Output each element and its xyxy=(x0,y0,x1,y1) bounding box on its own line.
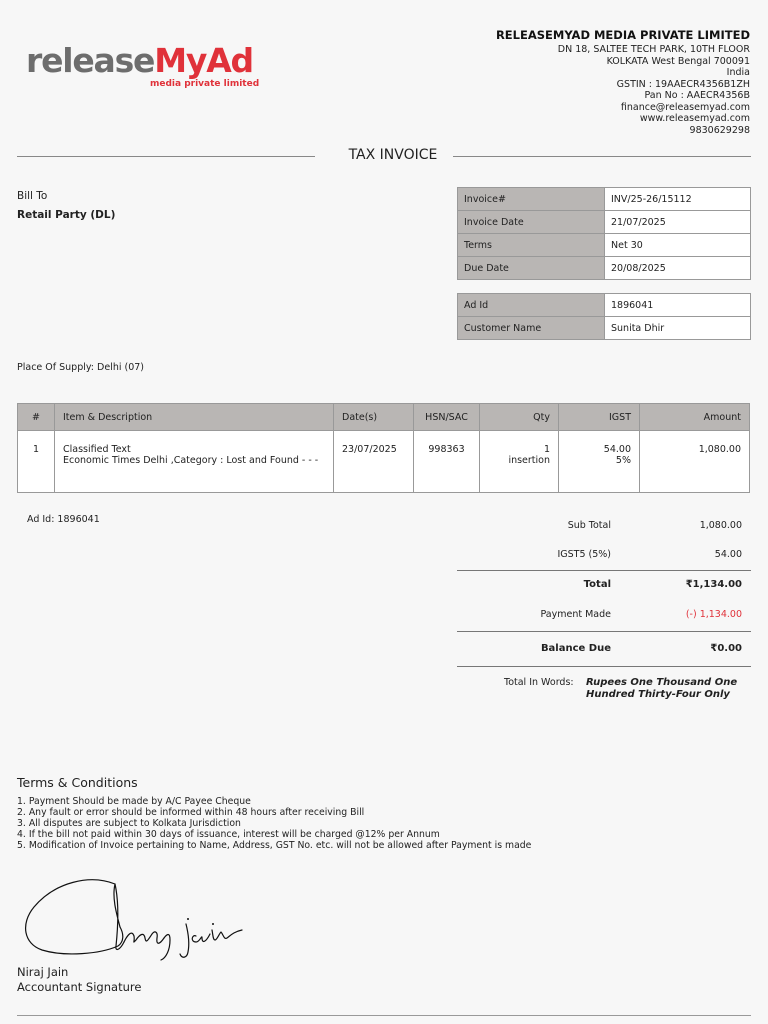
totals-divider xyxy=(457,631,751,632)
subtotal-row xyxy=(457,520,751,534)
item-description xyxy=(55,431,334,493)
col-header-no: # xyxy=(18,404,55,431)
igst-label: IGST5 (5%) xyxy=(557,549,611,560)
meta-row xyxy=(458,188,751,211)
meta-key: Terms xyxy=(458,234,605,257)
total-value: ₹1,134.00 xyxy=(685,579,742,590)
company-gstin: GSTIN : 19AAECR4356B1ZH xyxy=(616,78,750,90)
item-igst-value: 54.00 xyxy=(603,444,631,455)
title-divider xyxy=(17,156,315,157)
meta-row xyxy=(458,234,751,257)
meta-row xyxy=(458,211,751,234)
logo-tagline: media private limited xyxy=(150,79,260,89)
ad-id-note: Ad Id: 1896041 xyxy=(27,514,100,525)
terms-list xyxy=(17,796,531,851)
meta-key: Invoice Date xyxy=(458,211,605,234)
meta-value: Sunita Dhir xyxy=(605,317,751,340)
place-of-supply: Place Of Supply: Delhi (07) xyxy=(17,362,145,373)
total-in-words-label: Total In Words: xyxy=(504,677,574,688)
table-header-row xyxy=(18,404,750,431)
company-name: RELEASEMYAD MEDIA PRIVATE LIMITED xyxy=(495,28,750,42)
item-qty xyxy=(480,431,559,493)
terms-item: 1. Payment Should be made by A/C Payee Cheque xyxy=(17,796,251,807)
col-header-qty: Qty xyxy=(480,404,559,431)
terms-item: 5. Modification of Invoice pertaining to Name, Address, GST No. etc. will not be allowed after Payment is made xyxy=(17,840,532,852)
company-pan: Pan No : AAECR4356B xyxy=(644,90,750,101)
meta-key: Due Date xyxy=(458,257,605,280)
invoice-title: TAX INVOICE xyxy=(348,147,438,163)
payment-label: Payment Made xyxy=(540,609,611,620)
company-details xyxy=(496,28,750,136)
meta-value: 20/08/2025 xyxy=(605,257,751,280)
item-igst xyxy=(559,431,640,493)
balance-label: Balance Due xyxy=(540,643,611,654)
company-logo xyxy=(26,41,260,89)
col-header-hsn: HSN/SAC xyxy=(414,404,480,431)
table-row xyxy=(18,431,750,493)
company-email[interactable]: finance@releasemyad.com xyxy=(620,101,750,113)
payment-row xyxy=(457,609,751,623)
meta-row xyxy=(458,294,751,317)
igst-row xyxy=(457,549,751,563)
meta-row xyxy=(458,257,751,280)
total-label: Total xyxy=(583,579,611,590)
line-items-table xyxy=(17,403,750,493)
meta-key: Invoice# xyxy=(458,188,605,211)
terms-item: 3. All disputes are subject to Kolkata Jurisdiction xyxy=(17,818,241,830)
col-header-igst: IGST xyxy=(559,404,640,431)
company-country: India xyxy=(726,67,750,78)
item-no: 1 xyxy=(18,431,55,493)
meta-key: Customer Name xyxy=(458,317,605,340)
item-title: Classified Text xyxy=(63,444,131,455)
totals-divider xyxy=(457,666,751,667)
meta-value: 21/07/2025 xyxy=(605,211,751,234)
igst-value: 54.00 xyxy=(714,549,742,560)
bill-to-name: Retail Party (DL) xyxy=(17,209,116,221)
signatory-title: Accountant Signature xyxy=(17,980,142,994)
totals-divider xyxy=(457,570,751,571)
payment-value: (-) 1,134.00 xyxy=(685,609,742,620)
bill-to-label: Bill To xyxy=(17,190,48,202)
invoice-title-row xyxy=(17,147,751,165)
handwritten-signature xyxy=(20,872,250,964)
ad-meta-table xyxy=(457,293,751,340)
item-subtitle: Economic Times Delhi ,Category : Lost and Found - - - xyxy=(63,455,319,466)
company-address-line: DN 18, SALTEE TECH PARK, 10TH FLOOR xyxy=(557,44,750,55)
subtotal-value: 1,080.00 xyxy=(699,520,742,531)
total-in-words-value: Rupees One Thousand One Hundred Thirty-Four Only xyxy=(586,677,738,700)
balance-value: ₹0.00 xyxy=(710,643,742,654)
company-website[interactable]: www.releasemyad.com xyxy=(639,113,750,124)
meta-value: INV/25-26/15112 xyxy=(605,188,751,211)
meta-value: 1896041 xyxy=(605,294,751,317)
terms-item: 2. Any fault or error should be informed within 48 hours after receiving Bill xyxy=(17,807,365,819)
footer-divider xyxy=(17,1015,751,1016)
meta-value: Net 30 xyxy=(605,234,751,257)
col-header-description: Item & Description xyxy=(55,404,334,431)
col-header-dates: Date(s) xyxy=(334,404,414,431)
company-phone: 9830629298 xyxy=(689,124,750,136)
signatory-name: Niraj Jain xyxy=(17,965,69,979)
logo-wordmark: releaseMyAd xyxy=(26,41,253,80)
meta-row xyxy=(458,317,751,340)
meta-key: Ad Id xyxy=(458,294,605,317)
item-hsn: 998363 xyxy=(414,431,480,493)
item-qty-unit: insertion xyxy=(508,455,550,466)
company-address-line: KOLKATA West Bengal 700091 xyxy=(606,55,750,67)
terms-title: Terms & Conditions xyxy=(17,775,138,790)
col-header-amount: Amount xyxy=(640,404,750,431)
total-row xyxy=(457,579,751,593)
item-date: 23/07/2025 xyxy=(334,431,414,493)
item-igst-rate: 5% xyxy=(615,455,631,466)
balance-row xyxy=(457,643,751,657)
item-amount: 1,080.00 xyxy=(640,431,750,493)
terms-item: 4. If the bill not paid within 30 days of issuance, interest will be charged @12% per Annum xyxy=(17,829,440,841)
subtotal-label: Sub Total xyxy=(567,520,611,531)
invoice-meta-table xyxy=(457,187,751,280)
item-qty-value: 1 xyxy=(543,444,550,455)
title-divider xyxy=(453,156,751,157)
